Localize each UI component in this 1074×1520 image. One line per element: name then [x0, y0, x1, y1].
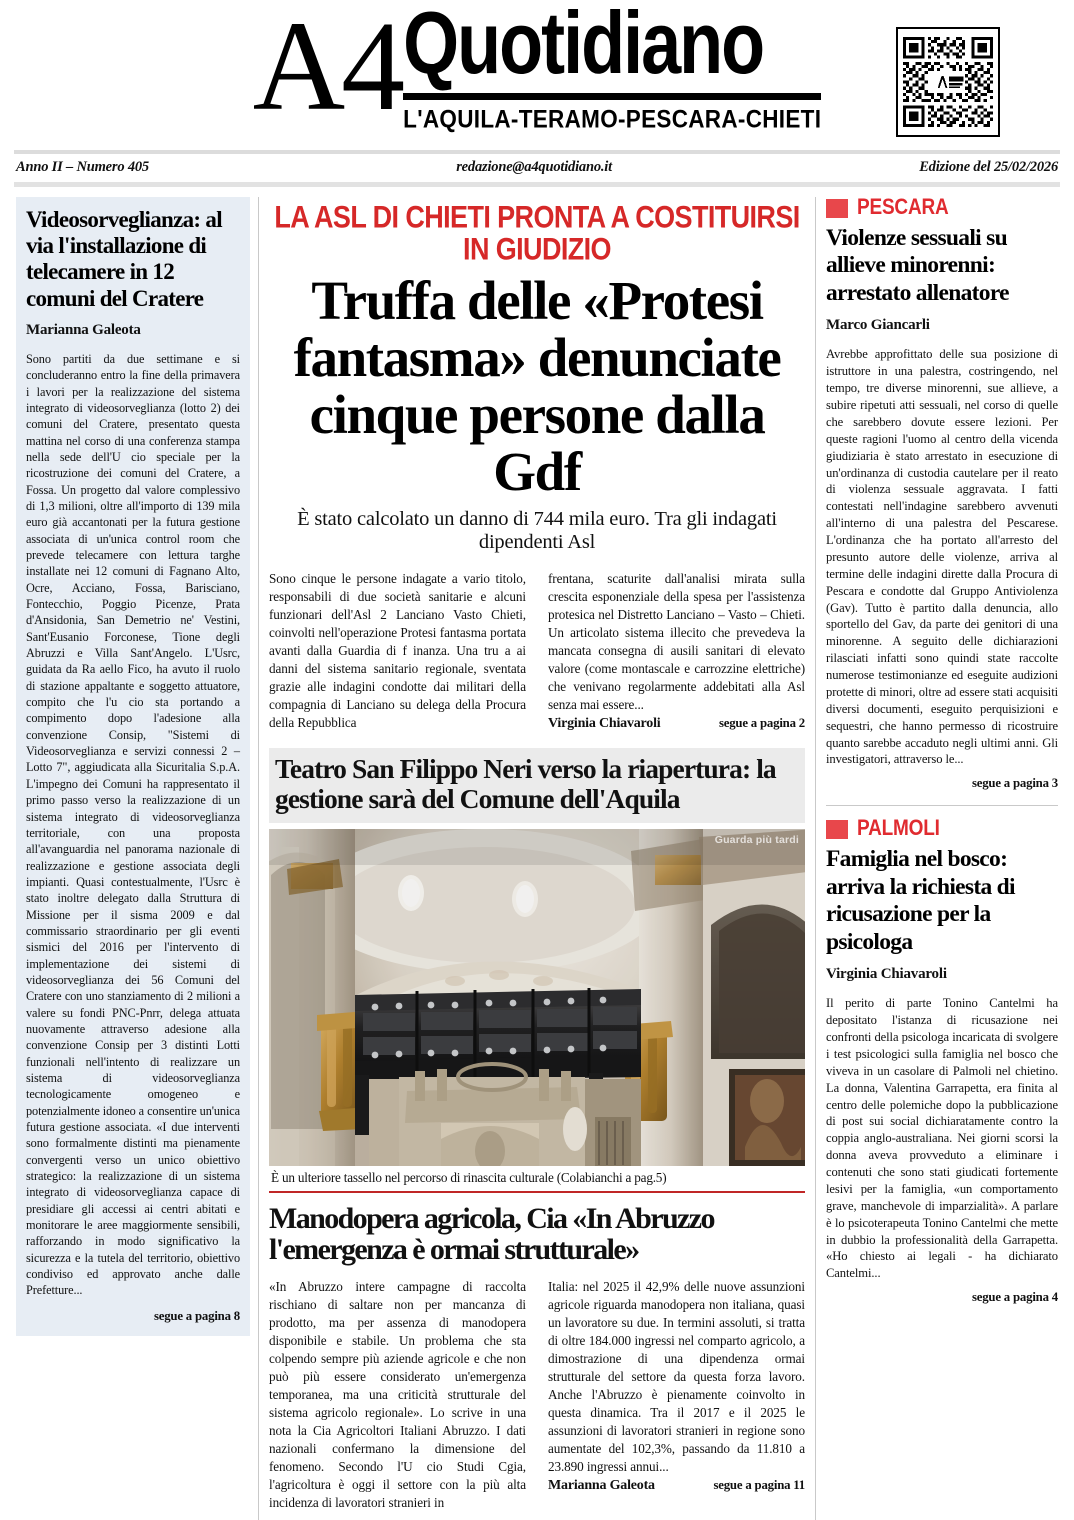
lead-byline-row	[548, 716, 805, 732]
lead-kicker: LA ASL DI CHIETI PRONTA A COSTITUIRSI IN GIUDIZIO	[274, 199, 800, 267]
section-red-rule	[269, 1191, 805, 1193]
palmoli-headline: Famiglia nel bosco: arriva la richiesta di ricusazione per la psicologa	[826, 846, 1015, 955]
logo-right-block	[403, 0, 822, 134]
palmoli-body: Il perito di parte Tonino Cantelmi ha depositato l'istanza di ricusazione nei confronti della psicologa incaricata di svolgere i test psicologici sulla famiglia nel bosco che viveva in un casolare di Palmoli nel chietino. La donna, Valentina Garrapetta, era finita al centro delle polemiche dopo la pubblicazione di post sui social dichiaratamente contro la coppia anglo-australiana. Nei giorni scorsi la donna aveva provveduto a eliminare i contenuti che sono stati giudicati fortemente lesivi per la famiglia, «un comportamento grave, manchevole di imparzialità». A parlare è lo psicoterapeuta Tonino Cantelmi che mette in dubbio la professionalità della Garrapetta. «Ho chiesto ai legali - ha dichiarato Cantelmi...	[826, 996, 1058, 1281]
lead-body-columns	[269, 570, 805, 732]
section-square-icon	[826, 820, 848, 839]
right-column	[816, 197, 1064, 1520]
masthead	[0, 0, 1074, 150]
lead-subheadline: È stato calcolato un danno di 744 mila euro. Tra gli indagati dipendenti Asl	[297, 508, 777, 554]
left-column	[10, 197, 258, 1520]
logo-divider-rule	[403, 93, 821, 100]
agricola-body-col2-wrap	[548, 1278, 805, 1511]
lead-headline: Truffa delle «Protesi fantasma» denunciate cinque persone dalla Gdf	[293, 269, 781, 503]
pescara-body: Avrebbe approfittato delle sua posizione di istruttore in una palestra, costringendo, nel tempo, tre diverse minorenni, sue allieve, a subire ripetuti atti sessuali, nel corso di quelle che sarebbero dovute essere lezioni. Per queste ragioni l'uomo al centro della vicenda giudiziaria è stato arrestato in esecuzione di un'ordinanza di custodia cautelare per il reato di violenza sessuale aggravata. I fatti contestati nell'indagine sarebbero avvenuti all'interno di una palestra del Pescarese. L'ordinanza che ha portato all'arresto del presunto autore delle violenze, arriva al termine delle indagini dirette dalla Procura di Pescara e condotte dal Gruppo Antiviolenza (Gav). Tutto è partito dalla denuncia, allo sportello del Gav, da parte dei genitori di una minorenne. A seguito delle dichiarazioni rilasciati infatti sono quindi state raccolte numerose testimonianze ed eseguite audizioni protette di minori, oltre ad essere stati acquisiti diversi documenti, eseguito perquisizioni e sequestri, che hanno permesso di ricostruire quanto sarebbe accaduto negli ultimi anni. Gli investigatori, attraverso le...	[826, 347, 1058, 767]
agricola-headline[interactable]: Manodopera agricola, Cia «In Abruzzo l'emergenza è ormai strutturale»	[269, 1201, 714, 1267]
agricola-body-columns	[269, 1278, 805, 1511]
edition-date: Edizione del 25/02/2026	[919, 159, 1058, 175]
photo-watch-later-badge[interactable]: Guarda più tardi	[714, 833, 799, 846]
lead-continuation[interactable]: segue a pagina 2	[718, 716, 805, 731]
palmoli-byline: Virginia Chiavaroli	[826, 966, 947, 983]
section-square-icon	[826, 199, 848, 218]
logo-a4-text: A4	[252, 0, 402, 137]
agricola-byline-row	[548, 1478, 805, 1494]
lead-body-col2: frentana, scaturite dall'analisi mirata sulla crescita esponenziale della spesa per l'assistenza protesica nel Distretto Lanciano – Vasto – Chieti. Un articolato sistema illecito che prevedeva la mancata consegna di ausili sanitari di elevato valore (come montascale e carrozzine elettriche) che venivano regolarmente addebitati alla Asl senza mai essere...	[548, 571, 805, 713]
pescara-headline: Violenze sessuali su allieve minorenni: arrestato allenatore	[826, 225, 1009, 306]
section-label-pescara	[826, 197, 1058, 219]
right-column-separator	[826, 805, 1058, 806]
editorial-email[interactable]: redazione@a4quotidiano.it	[456, 159, 612, 175]
pescara-byline: Marco Giancarli	[826, 317, 930, 334]
agricola-body-col1: «In Abruzzo intere campagne di raccolta rischiano di saltare non per mancanza di prodotto, ma per assenza di manodopera disponibile e stabile. Un problema che sta colpendo sempre più aziende agricole e che non può più essere considerato un'emergenza temporanea, ma una criticità strutturale del sistema agricolo regionale». Lo scrive in una nota la Cia Agricoltori Italiani Abruzzo. I dati nazionali confermano la dimensione del fenomeno. Secondo l'U cio Studi Cgia, l'agricoltura è oggi il settore con la più alta incidenza di lavoratori stranieri in	[269, 1279, 526, 1510]
left-article[interactable]	[16, 197, 250, 1336]
section-label-text: PALMOLI	[857, 816, 940, 842]
pescara-continuation[interactable]: segue a pagina 3	[971, 776, 1058, 791]
section-label-palmoli	[826, 818, 1058, 840]
page-grid	[0, 197, 1074, 1520]
lead-body-col2-wrap	[548, 570, 805, 732]
teatro-headline[interactable]: Teatro San Filippo Neri verso la riapertura: la gestione sarà del Comune dell'Aquila	[269, 748, 805, 823]
section-label-text: PESCARA	[857, 195, 949, 220]
left-article-headline: Videosorveglianza: al via l'installazione di telecamere in 12 comuni del Cratere	[26, 207, 222, 311]
teatro-photo	[269, 829, 805, 1166]
logo-quotidiano-text: Quotidiano	[403, 0, 764, 93]
center-column	[259, 197, 815, 1520]
infobar	[0, 154, 1074, 182]
left-article-byline: Marianna Galeota	[26, 321, 141, 338]
teatro-photo-caption: È un ulteriore tassello nel percorso di rinascita culturale (Colabianchi a pag.5)	[271, 1169, 667, 1185]
left-article-continuation[interactable]: segue a pagina 8	[153, 1308, 240, 1323]
agricola-body-col2: Italia: nel 2025 il 42,9% delle nuove assunzioni agricole riguarda manodopera non italiana, quasi un lavoratore su due. In termini assoluti, si tratta di oltre 184.000 ingressi nel comparto agricolo, a dimostrazione di una dipendenza ormai strutturale del settore da questa forza lavoro. Anche l'Abruzzo è pienamente coinvolto in questa dinamica. Tra il 2017 e il 2025 le assunzioni di lavoratori stranieri in regione sono aumentate del 102,3%, passando da 11.810 a 23.890 ingressi annui...	[548, 1279, 805, 1474]
right-article-palmoli[interactable]	[826, 818, 1058, 1305]
palmoli-continuation[interactable]: segue a pagina 4	[971, 1290, 1058, 1305]
lead-byline: Virginia Chiavaroli	[548, 716, 661, 732]
infobar-bottom-rule	[14, 182, 1060, 187]
right-article-pescara[interactable]	[826, 197, 1058, 791]
agricola-byline: Marianna Galeota	[548, 1477, 655, 1493]
left-article-body: Sono partiti da due settimane e si concluderanno entro la fine della primavera i lavori per la realizzazione del sistema integrato di videosorveglianza (lotto 2) dei comuni del Cratere, presentato questa mattina nel corso di una conferenza stampa nella sede dell'U cio speciale per la ricostruzione dei comuni del Cratere, a Fossa. Un progetto dal valore complessivo di 1,3 milioni, oltre all'importo di 139 mila euro già accantonati per la futura gestione associata di un'unica control room che prevede telecamere con lettura targhe installate nei 12 comuni di Fagnano Alto, Ocre, Acciano, Fossa, Barisciano, Fontecchio, Poggio Picenze, Prata d'Ansidonia, San Demetrio ne' Vestini, Sant'Eusanio Forconese, Tione degli Abruzzi e Villa Sant'Angelo. L'Usrc, guidata da Ra aello Fico, ha avuto il ruolo di stazione appaltante e soggetto attuatore, compito che l'u cio sta portando a compimento dopo l'adesione alla convenzione Consip, "Sistemi di Videosorveglianza e servizi connessi 2 – Lotto 7", aggiudicata alla Sicuritalia S.p.A. L'impegno dei Comuni ha rappresentato il primo passo verso la realizzazione di un sistema integrato di videosorveglianza territoriale, con una proposta all'avanguardia nel panorama nazionale di realizzazione e gestione associata degli impianti. Quasi contestualmente, l'Usrc è stato inoltre delegato dalla Struttura di Missione per il sisma 2009 e dal commissario straordinario per gli eventi sismici del 2016 per l'intervento di implementazione dei sistemi di videosorveglianza dei 56 Comuni del Cratere con uno stanziamento di 2 milioni a valere su fondi PNC-Pnrr, delega attuata nuovamente attraverso adesione alla convenzione Consip per 3 distinti Lotti funzionali nell'intento di realizzare un sistema di videosorveglianza tecnologicamente omogeneo e potenzialmente idoneo a consentire un'unica futura gestione associata. «I due interventi sono formalmente distinti ma pienamente convergenti verso un unico obiettivo strategico: la realizzazione di un sistema integrato di videosorveglianza capace di presidiare gli accessi ai centri abitati e monitorare le aree maggiormente sensibili, rafforzando in modo significativo la sicurezza e la tutela del territorio, obiettivo condiviso ed approvato anche dalle Prefetture...	[26, 351, 240, 1298]
logo-tagline: L'AQUILA-TERAMO-PESCARA-CHIETI	[403, 105, 822, 134]
lead-body-col1: Sono cinque le persone indagate a vario titolo, responsabili di due società sanitarie e alcuni funzionari dell'Asl 2 Lanciano Vasto Chieti, coinvolti nell'operazione Protesi fantasma portata avanti dalla Guardia di f inanza. Una tru a ai danni del sistema sanitario regionale, sventata grazie alle indagini condotte dai militari della compagnia di Lanciano su delega della Procura della Repubblica	[269, 571, 526, 731]
agricola-continuation[interactable]: segue a pagina 11	[713, 1477, 805, 1492]
qr-code[interactable]	[896, 27, 1000, 137]
issue-number: Anno II – Numero 405	[16, 159, 149, 175]
